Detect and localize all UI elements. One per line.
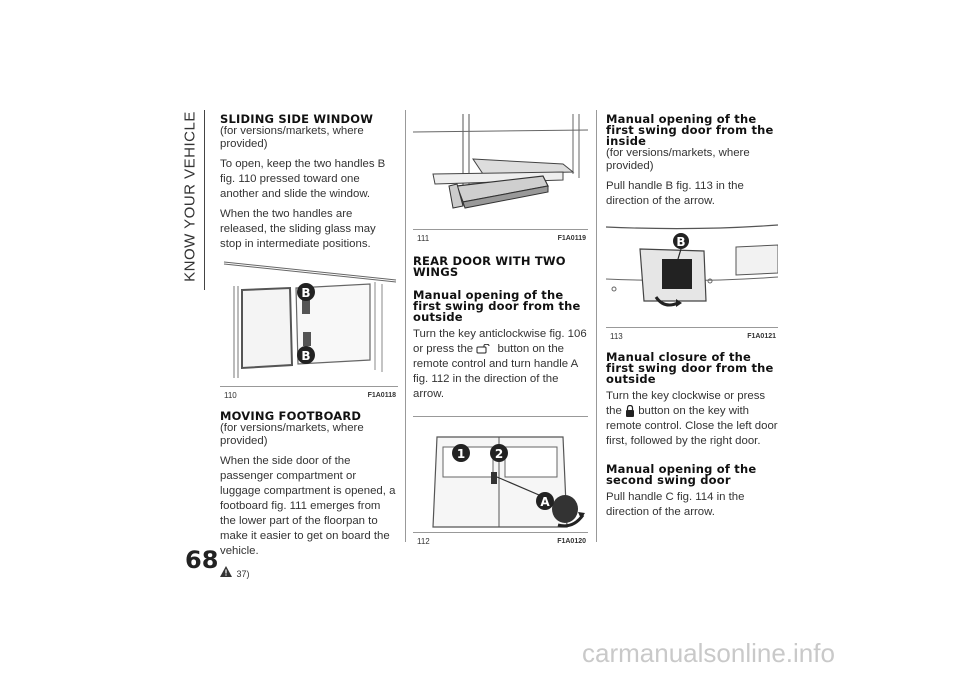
figure-113-code: F1A0121: [747, 333, 776, 340]
sliding-window-para-1: To open, keep the two handles B fig. 110 pressed toward one another and slide the window.: [220, 158, 386, 200]
figure-113: [606, 219, 778, 341]
lock-icon: [625, 405, 635, 417]
manual-closure-title: Manual closure of the first swing door from the outside: [606, 350, 774, 386]
manual-closure-text-2: button on the key with remote control. Close the left door first, followed by the right door.: [606, 405, 778, 447]
figure-110-callout-2: B: [301, 349, 311, 363]
moving-footboard-title: MOVING FOOTBOARD: [220, 409, 362, 423]
manual-opening-outside-title: Manual opening of the first swing door from the outside: [413, 288, 581, 324]
figure-113-illustration: [606, 219, 778, 327]
figure-111: [413, 114, 588, 243]
figure-112-callout-1: 1: [456, 447, 466, 461]
figure-110-number: 110: [224, 391, 237, 400]
column-2: [413, 114, 588, 546]
sliding-window-title: SLIDING SIDE WINDOW: [220, 112, 374, 126]
moving-footboard-para: When the side door of the passenger compartment or luggage compartment is opened, a footboard fig. 111 emerges from the lower part of the floorpan to make it easier to get on board the vehicle.: [220, 455, 396, 557]
column-3: [606, 114, 782, 525]
sliding-window-subtitle: (for versions/markets, where provided): [220, 125, 364, 150]
figure-111-number: 111: [417, 234, 430, 243]
column-divider-2: [596, 110, 597, 542]
side-tab-label: KNOW YOUR VEHICLE: [181, 111, 199, 282]
manual-closure-text-1: Turn the key clockwise or press the: [606, 390, 766, 417]
manual-opening-inside-subtitle: (for versions/markets, where provided): [606, 147, 750, 172]
figure-112-illustration: [413, 417, 588, 532]
column-divider-1: [405, 110, 406, 542]
figure-113-callout: B: [676, 235, 686, 249]
moving-footboard-subtitle: (for versions/markets, where provided): [220, 422, 364, 447]
warning-reference-number: 37): [236, 569, 250, 579]
figure-110-code: F1A0118: [367, 392, 396, 399]
figure-110: [220, 260, 398, 400]
manual-opening-outside-text-1: Turn the key anticlockwise fig. 106 or press the: [413, 328, 587, 355]
warning-reference: [220, 564, 398, 582]
unlock-icon: [476, 344, 494, 354]
manual-opening-inside-para: Pull handle B fig. 113 in the direction of the arrow.: [606, 180, 744, 207]
figure-111-code: F1A0119: [557, 235, 586, 242]
figure-111-illustration: [413, 114, 588, 229]
second-swing-door-para: Pull handle C fig. 114 in the direction of the arrow.: [606, 491, 745, 518]
column-1: [220, 114, 398, 582]
manual-opening-outside-para: [413, 327, 588, 402]
section-side-tab: [178, 110, 208, 290]
figure-112-code: F1A0120: [557, 538, 586, 545]
sliding-window-para-2: When the two handles are released, the sliding glass may stop in intermediate positions.: [220, 208, 376, 250]
figure-112-number: 112: [417, 537, 430, 546]
rear-door-title: REAR DOOR WITH TWO WINGS: [413, 254, 566, 279]
figure-110-callout-1: B: [301, 286, 311, 300]
figure-112-callout-a: A: [540, 495, 550, 509]
manual-closure-para: [606, 389, 782, 449]
figure-110-illustration: [220, 260, 398, 386]
page-number: 68: [185, 546, 219, 574]
figure-112: [413, 416, 588, 546]
figure-113-number: 113: [610, 332, 623, 341]
side-tab-rule: [204, 110, 205, 290]
second-swing-door-title: Manual opening of the second swing door: [606, 462, 757, 487]
manual-opening-inside-title: Manual opening of the first swing door from the inside: [606, 112, 774, 148]
footer-watermark-url: carmanualsonline.info: [582, 638, 835, 668]
figure-112-callout-2: 2: [494, 447, 504, 461]
manual-opening-outside-text-2: button on the remote control and turn handle A fig. 112 in the direction of the arrow.: [413, 343, 578, 400]
warning-triangle-icon: [220, 566, 232, 577]
